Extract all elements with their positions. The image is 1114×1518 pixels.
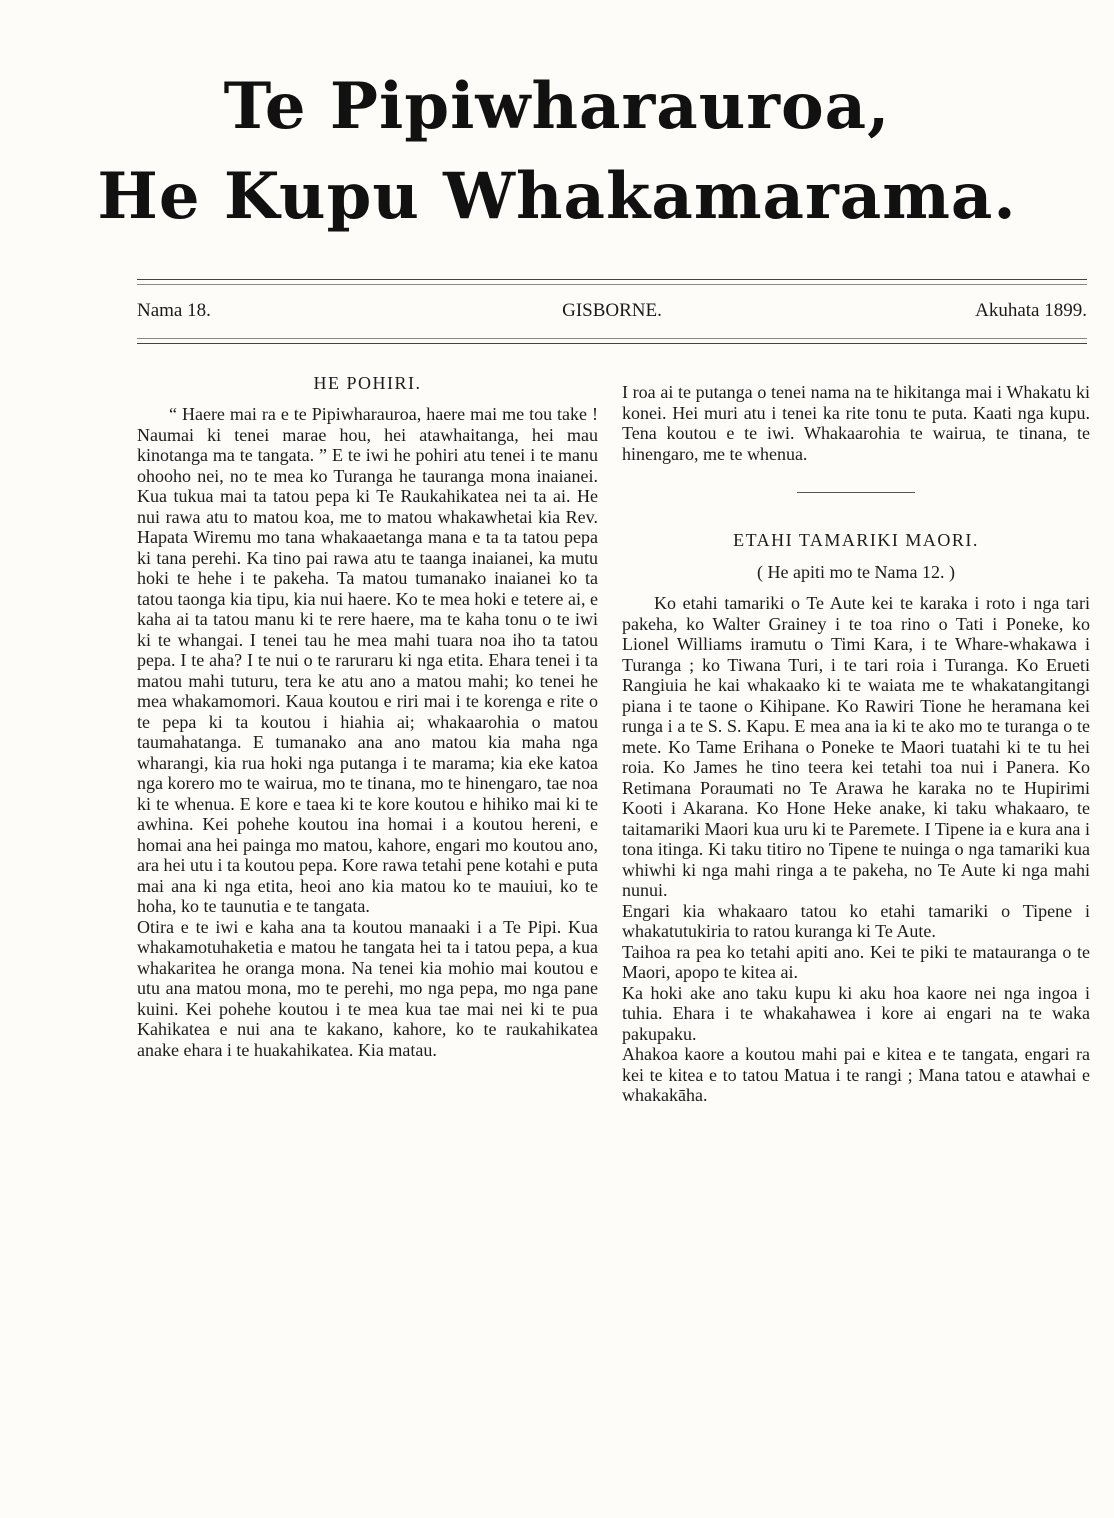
article-paragraph: I roa ai te putanga o tenei nama na te hikitanga mai i Whakatu ki konei. Hei muri atu i tenei ka rite tonu te puta. Kaati nga kupu. Tena koutou e te iwi. Whakaarohia te wairua, te tinana, te hinengaro, me te whenua. bbox=[622, 382, 1090, 464]
article-title: ETAHI TAMARIKI MAORI. bbox=[733, 530, 979, 550]
article-title: HE POHIRI. bbox=[313, 373, 422, 393]
top-rules bbox=[137, 279, 1087, 285]
dateline bbox=[137, 300, 1087, 326]
article-paragraph: Ahakoa kaore a koutou mahi pai e kitea e te tangata, engari ra kei te kitea e to tatou Matua i te rangi ; Mana tatou e atawhai e whakakāha. bbox=[622, 1044, 1090, 1105]
column-left bbox=[137, 372, 598, 1060]
masthead-subtitle: He Kupu Whakamarama. bbox=[97, 159, 1017, 234]
section-divider bbox=[797, 492, 915, 493]
bottom-rules bbox=[137, 338, 1087, 344]
article-paragraph: Otira e te iwi e kaha ana ta koutou manaaki i a Te Pipi. Kua whakamotuhaketia e matou he tangata hei ta i tatou pepa, a kua whakaritea he oranga mona. Na tenei kia mohio mai koutou e utu ana matou mona, mo te perehi, mo nga pepa, mo nga pane kuini. Kei pohehe koutou i te mea kua tae mai nei ki te pua Kahikatea e nui ana te kakano, kahore, ko te raukahikatea anake ehara i te huakahikatea. Kia matau. bbox=[137, 916, 598, 1060]
masthead bbox=[0, 62, 1114, 242]
article-paragraph: Engari kia whakaaro tatou ko etahi tamariki o Tipene i whakatutukiria to ratou kuranga ki Te Aute. bbox=[622, 900, 1090, 941]
article-paragraph: Ka hoki ake ano taku kupu ki aku hoa kaore nei nga ingoa i tuhia. Ehara i te whakahawea i kore ai engari na te waka pakupaku. bbox=[622, 982, 1090, 1044]
article-subtitle: ( He apiti mo te Nama 12. ) bbox=[757, 562, 955, 582]
column-right bbox=[622, 382, 1090, 1106]
article-paragraph: “ Haere mai ra e te Pipiwharauroa, haere mai me tou take ! Naumai ki tenei marae hou, hei atawhaitanga, hei mau kinotanga ma te tangata. ” E te iwi he pohiri atu tenei i te manu ohooho nei, no te mea ko Turanga he tauranga mona inaianei. Kua tukua mai ta tatou pepa ki Te Raukahikatea nei ta ai. He nui rawa atu to matou koa, me to matou whakawhetai kia Rev. Hapata Wiremu mo tana whakaaetanga mana e ta ta tatou pepa ki tana perehi. Ka tino pai rawa atu te taanga inaianei, ka mutu hoki te hehe i te pakeha. Ta matou tumanako inaianei ko ta tatou taonga kia tipu, kia nui haere. Ko te mea hoki e tetere ai, e kaha ai ta tatou manu ki te rere haere, ma te kaha tonu o te iwi ki te whangai. I tenei tau he mea mahi tuara noa iho ta tatou pepa. I te aha? I te nui o te raruraru ki nga etita. Ehara tenei i ta matou mahi tuturu, tera ke atu ano a matou mahi; ko tenei he mea whakamomori. Kaua koutou e riri mai i te korenga e rite o te pepa ki ta koutou i hiahia ai; whakaarohia o matou taumahatanga. E tumanako ana ano matou kia maha nga wharangi, kia rua hoki nga putanga i te marama; kia eke katoa nga korero mo te wairua, mo te tinana, mo te hinengaro, tae noa ki te whenua. E kore e taea ki te kore koutou e hihiko mai ki te awhina. Kei pohehe koutou ina homai i a koutou hereni, e homai ana hei painga mo matou, kahore, engari mo koutou ano, ara hei utu i ta koutou pepa. Kore rawa tetahi pene kotahi e puta mai ana ki nga etita, heoi ano kia matou ko te mauiui, ko te hoha, ko te taunutia e te tangata. bbox=[137, 404, 598, 916]
masthead-title: Te Pipiwharauroa, bbox=[223, 69, 891, 144]
article-paragraph: Ko etahi tamariki o Te Aute kei te karaka i roto i nga tari pakeha, ko Walter Grainey i te toa rino o Tati i Poneke, ko Lionel Williams iramutu o Timi Kara, i te Whare-whakawa i Turanga ; ko Tiwana Turi, i te tari roia i Turanga. Ko Erueti Rangiuia he kai whakaako ki te waiata me te whakatangitangi piana i te taone o Kihipane. Ko Rawiri Tione he heramana kei runga i a te S. S. Kapu. E mea ana ia ki te ako mo te turanga o te mete. Ko Tame Erihana o Poneke te Maori tuatahi ki te tu hei roia. Ko James he tino teera kei tetahi toa nui i Panera. Ko Retimana Poraumati no Te Arawa he karaka no te Hupirimi Kooti i Akarana. Ko Hone Heke anake, ki taku whakaaro, te taitamariki Maori kua uru ki te Paremete. I Tipene ia e kura ana i tona itinga. Ki taku titiro no Tipene te nuinga o nga tamariki kua whiwhi ki nga mahi ringa a te pakeha, no Te Aute ki nga mahi nunui. bbox=[622, 593, 1090, 900]
publication-place: GISBORNE. bbox=[562, 300, 662, 321]
article-paragraph: Taihoa ra pea ko tetahi apiti ano. Kei te piki te matauranga o te Maori, apopo te kitea ai. bbox=[622, 941, 1090, 982]
issue-number: Nama 18. bbox=[137, 300, 211, 321]
issue-date: Akuhata 1899. bbox=[975, 300, 1087, 321]
